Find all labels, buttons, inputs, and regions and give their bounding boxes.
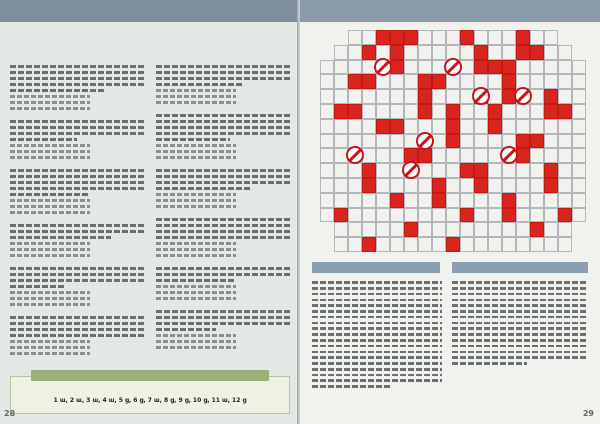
crossword-cell xyxy=(460,178,474,193)
crossword-cell xyxy=(320,30,334,45)
crossword-cell xyxy=(348,30,362,45)
crossword-cell xyxy=(334,30,348,45)
crossword-cell xyxy=(418,222,432,237)
crossword-cell xyxy=(432,163,446,178)
crossword-cell xyxy=(362,193,376,208)
crossword-cell xyxy=(516,148,530,163)
crossword-cell xyxy=(432,178,446,193)
crossword-cell xyxy=(390,60,404,75)
crossword-cell xyxy=(460,237,474,252)
crossword-cell xyxy=(362,104,376,119)
crossword-cell xyxy=(320,193,334,208)
crossword-cell xyxy=(488,222,502,237)
crossword-cell xyxy=(558,60,572,75)
crossword-cell xyxy=(348,208,362,223)
crossword-cell xyxy=(320,104,334,119)
crossword-cell xyxy=(362,45,376,60)
crossword-cell xyxy=(516,30,530,45)
crossword-cell xyxy=(558,74,572,89)
crossword-cell xyxy=(348,193,362,208)
right-header-bar xyxy=(300,0,600,22)
crossword-cell xyxy=(572,193,586,208)
crossword-cell xyxy=(390,208,404,223)
crossword-cell xyxy=(544,193,558,208)
crossword-cell xyxy=(572,148,586,163)
crossword-cell xyxy=(516,60,530,75)
crossword-cell xyxy=(544,222,558,237)
crossword-cell xyxy=(516,208,530,223)
crossword-cell xyxy=(376,74,390,89)
left-header-bar xyxy=(0,0,300,22)
page-number-left: 28 xyxy=(4,409,16,418)
crossword-cell xyxy=(572,74,586,89)
crossword-cell xyxy=(572,178,586,193)
crossword-cell xyxy=(460,148,474,163)
crossword-cell xyxy=(544,45,558,60)
crossword-cell xyxy=(376,222,390,237)
crossword-cell xyxy=(516,193,530,208)
crossword-cell xyxy=(474,45,488,60)
crossword-cell xyxy=(558,193,572,208)
crossword-cell xyxy=(474,104,488,119)
crossword-cell xyxy=(334,45,348,60)
crossword-cell xyxy=(446,74,460,89)
crossword-cell xyxy=(460,163,474,178)
crossword-cell xyxy=(446,134,460,149)
crossword-cell xyxy=(530,193,544,208)
crossword-cell xyxy=(320,89,334,104)
crossword-cell xyxy=(488,193,502,208)
crossword-cell xyxy=(544,134,558,149)
crossword-cell xyxy=(362,178,376,193)
crossword-cell xyxy=(432,148,446,163)
crossword-cell xyxy=(334,237,348,252)
crossword-cell xyxy=(320,178,334,193)
crossword-cell xyxy=(418,148,432,163)
crossword-cell xyxy=(460,119,474,134)
crossword-cell xyxy=(558,89,572,104)
crossword-cell xyxy=(418,163,432,178)
crossword-cell xyxy=(460,30,474,45)
crossword-cell xyxy=(334,119,348,134)
crossword-cell xyxy=(418,30,432,45)
crossword-cell xyxy=(446,104,460,119)
crossword-cell xyxy=(572,208,586,223)
crossword-cell xyxy=(474,163,488,178)
crossword-cell xyxy=(572,222,586,237)
crossword-cell xyxy=(418,104,432,119)
crossword-cell xyxy=(362,134,376,149)
crossword-cell xyxy=(530,178,544,193)
crossword-cell xyxy=(320,119,334,134)
crossword-cell xyxy=(544,163,558,178)
crossword-cell xyxy=(404,60,418,75)
crossword-cell xyxy=(362,148,376,163)
crossword-cell xyxy=(544,208,558,223)
crossword-cell xyxy=(348,178,362,193)
crossword-cell xyxy=(334,134,348,149)
crossword-cell xyxy=(320,60,334,75)
crossword-cell xyxy=(516,45,530,60)
crossword-cell xyxy=(474,193,488,208)
crossword-cell xyxy=(320,148,334,163)
crossword-cell xyxy=(558,104,572,119)
crossword-cell xyxy=(544,148,558,163)
crossword-cell xyxy=(474,134,488,149)
clues-right xyxy=(452,278,588,398)
crossword-cell xyxy=(530,222,544,237)
crossword-cell xyxy=(558,134,572,149)
crossword-cell xyxy=(376,134,390,149)
crossword-cell xyxy=(572,45,586,60)
crossword-cell xyxy=(558,222,572,237)
answers-box xyxy=(10,376,290,414)
crossword-cell xyxy=(572,89,586,104)
crossword-cell xyxy=(474,178,488,193)
crossword-cell xyxy=(516,237,530,252)
crossword-cell xyxy=(558,237,572,252)
crossword-cell xyxy=(530,163,544,178)
crossword-cell xyxy=(558,163,572,178)
crossword-cell xyxy=(362,74,376,89)
crossword-cell xyxy=(320,74,334,89)
crossword-cell xyxy=(488,119,502,134)
crossword-cell xyxy=(460,222,474,237)
crossword-cell xyxy=(362,222,376,237)
crossword-cell xyxy=(544,89,558,104)
crossword-cell xyxy=(530,237,544,252)
crossword-cell xyxy=(390,45,404,60)
crossword-cell xyxy=(320,45,334,60)
crossword-cell xyxy=(334,104,348,119)
crossword-cell xyxy=(446,163,460,178)
crossword-cell xyxy=(530,148,544,163)
crossword-cell xyxy=(488,89,502,104)
crossword-cell xyxy=(334,193,348,208)
crossword-cell xyxy=(404,193,418,208)
crossword-cell xyxy=(404,30,418,45)
crossword-cell xyxy=(502,74,516,89)
crossword-cell xyxy=(376,237,390,252)
questions-column-left xyxy=(10,62,144,374)
crossword-cell xyxy=(376,163,390,178)
crossword-cell xyxy=(446,119,460,134)
crossword-cell xyxy=(390,237,404,252)
crossword-cell xyxy=(418,60,432,75)
crossword-cell xyxy=(432,208,446,223)
crossword-cell xyxy=(446,193,460,208)
crossword-cell xyxy=(530,60,544,75)
crossword-cell xyxy=(488,134,502,149)
crossword-cell xyxy=(404,45,418,60)
crossword-cell xyxy=(348,104,362,119)
crossword-cell xyxy=(418,208,432,223)
crossword-cell xyxy=(348,237,362,252)
crossword-cell xyxy=(334,89,348,104)
crossword-cell xyxy=(334,163,348,178)
crossword-cell xyxy=(572,60,586,75)
crossword-cell xyxy=(572,104,586,119)
crossword-cell xyxy=(418,193,432,208)
crossword-cell xyxy=(432,89,446,104)
crossword-cell xyxy=(390,119,404,134)
crossword-cell xyxy=(320,222,334,237)
crossword-cell xyxy=(418,45,432,60)
crossword-cell xyxy=(572,30,586,45)
crossword-cell xyxy=(502,222,516,237)
crossword-cell xyxy=(320,208,334,223)
crossword-cell xyxy=(460,74,474,89)
crossword-cell xyxy=(516,222,530,237)
crossword-cell xyxy=(516,104,530,119)
crossword-cell xyxy=(390,148,404,163)
clues-left xyxy=(312,278,442,398)
crossword-cell xyxy=(460,193,474,208)
crossword-cell xyxy=(390,222,404,237)
crossword-cell xyxy=(376,104,390,119)
crossword-cell xyxy=(558,208,572,223)
crossword-cell xyxy=(432,193,446,208)
crossword-cell xyxy=(348,45,362,60)
crossword-cell xyxy=(432,222,446,237)
crossword-cell xyxy=(334,74,348,89)
crossword-cell xyxy=(460,134,474,149)
crossword-cell xyxy=(502,178,516,193)
crossword-cell xyxy=(544,178,558,193)
crossword-cell xyxy=(432,134,446,149)
crossword-cell xyxy=(404,104,418,119)
crossword-cell xyxy=(432,104,446,119)
crossword-cell xyxy=(404,208,418,223)
section-heading-left xyxy=(312,262,440,273)
crossword-cell xyxy=(404,74,418,89)
crossword-cell xyxy=(376,148,390,163)
crossword-cell xyxy=(502,163,516,178)
crossword-cell xyxy=(530,89,544,104)
no-entry-icon xyxy=(374,58,392,76)
crossword-cell xyxy=(376,89,390,104)
crossword-cell xyxy=(488,178,502,193)
crossword-cell xyxy=(362,119,376,134)
crossword-cell xyxy=(334,178,348,193)
crossword-cell xyxy=(502,60,516,75)
crossword-cell xyxy=(488,237,502,252)
crossword-cell xyxy=(488,60,502,75)
crossword-cell xyxy=(334,60,348,75)
crossword-cell xyxy=(418,178,432,193)
crossword-cell xyxy=(418,89,432,104)
crossword-cell xyxy=(460,104,474,119)
crossword-cell xyxy=(572,119,586,134)
crossword-cell xyxy=(530,74,544,89)
crossword-cell xyxy=(516,119,530,134)
crossword-cell xyxy=(376,208,390,223)
crossword-cell xyxy=(348,119,362,134)
crossword-cell xyxy=(320,237,334,252)
crossword-cell xyxy=(390,134,404,149)
crossword-cell xyxy=(474,30,488,45)
crossword-cell xyxy=(488,208,502,223)
no-entry-icon xyxy=(444,58,462,76)
crossword-cell xyxy=(502,30,516,45)
crossword-cell xyxy=(432,30,446,45)
crossword-cell xyxy=(362,30,376,45)
crossword-cell xyxy=(334,222,348,237)
crossword-cell xyxy=(558,119,572,134)
no-entry-icon xyxy=(416,132,434,150)
crossword-cell xyxy=(348,89,362,104)
crossword-cell xyxy=(530,45,544,60)
crossword-cell xyxy=(516,163,530,178)
crossword-cell xyxy=(432,237,446,252)
crossword-cell xyxy=(390,74,404,89)
crossword-cell xyxy=(446,208,460,223)
answers-heading xyxy=(31,370,269,381)
crossword-cell xyxy=(404,178,418,193)
crossword-cell xyxy=(572,237,586,252)
crossword-cell xyxy=(320,134,334,149)
crossword-cell xyxy=(502,208,516,223)
crossword-cell xyxy=(446,30,460,45)
crossword-cell xyxy=(572,134,586,149)
crossword-cell xyxy=(572,163,586,178)
crossword-cell xyxy=(544,74,558,89)
crossword-cell xyxy=(432,119,446,134)
crossword-cell xyxy=(516,178,530,193)
crossword-cell xyxy=(488,74,502,89)
crossword-cell xyxy=(502,237,516,252)
crossword-cell xyxy=(376,193,390,208)
crossword-cell xyxy=(544,30,558,45)
crossword-cell xyxy=(376,30,390,45)
crossword-cell xyxy=(390,193,404,208)
crossword-cell xyxy=(530,30,544,45)
crossword-grid xyxy=(320,30,586,252)
crossword-cell xyxy=(362,208,376,223)
crossword-cell xyxy=(558,178,572,193)
crossword-cell xyxy=(544,237,558,252)
crossword-cell xyxy=(390,89,404,104)
crossword-cell xyxy=(460,45,474,60)
crossword-cell xyxy=(474,148,488,163)
quiz-questions xyxy=(10,62,290,374)
crossword-cell xyxy=(446,89,460,104)
crossword-cell xyxy=(502,45,516,60)
crossword-cell xyxy=(390,104,404,119)
crossword-cell xyxy=(474,119,488,134)
crossword-cell xyxy=(530,134,544,149)
crossword-cell xyxy=(530,208,544,223)
crossword-cell xyxy=(348,222,362,237)
crossword-cell xyxy=(474,60,488,75)
crossword-cell xyxy=(404,119,418,134)
crossword-cell xyxy=(502,104,516,119)
crossword-cell xyxy=(418,237,432,252)
crossword-cell xyxy=(488,104,502,119)
crossword-cell xyxy=(446,222,460,237)
crossword-cell xyxy=(446,237,460,252)
crossword-cell xyxy=(390,30,404,45)
crossword-cell xyxy=(558,148,572,163)
crossword-cell xyxy=(544,104,558,119)
crossword-cell xyxy=(390,178,404,193)
crossword-cell xyxy=(502,193,516,208)
section-heading-right xyxy=(452,262,588,273)
crossword-cell xyxy=(558,45,572,60)
crossword-cell xyxy=(446,178,460,193)
answers-sequence: 1 ա, 2 ա, 3 ա, 4 ա, 5 ց, 6 ց, 7 ա, 8 ց, 9 ց, 10 ց, 11 ա, 12 ց xyxy=(53,397,247,404)
crossword-cell xyxy=(488,163,502,178)
right-page xyxy=(300,0,600,424)
crossword-cell xyxy=(530,104,544,119)
crossword-cell xyxy=(348,163,362,178)
crossword-cell xyxy=(488,45,502,60)
crossword-cell xyxy=(530,119,544,134)
crossword-cell xyxy=(474,208,488,223)
crossword-cell xyxy=(460,60,474,75)
crossword-cell xyxy=(432,45,446,60)
crossword-cell xyxy=(348,60,362,75)
crossword-cell xyxy=(488,30,502,45)
crossword-cell xyxy=(404,89,418,104)
crossword-cell xyxy=(432,74,446,89)
crossword-cell xyxy=(404,222,418,237)
crossword-cell xyxy=(418,74,432,89)
crossword-cell xyxy=(502,119,516,134)
crossword-cell xyxy=(544,60,558,75)
crossword-cell xyxy=(544,119,558,134)
page-number-right: 29 xyxy=(582,409,594,418)
questions-column-right xyxy=(156,62,290,374)
crossword-cell xyxy=(362,237,376,252)
crossword-cell xyxy=(474,222,488,237)
crossword-cell xyxy=(362,163,376,178)
crossword-cell xyxy=(376,178,390,193)
crossword-cell xyxy=(460,208,474,223)
crossword-cell xyxy=(516,134,530,149)
crossword-cell xyxy=(474,237,488,252)
crossword-cell xyxy=(446,148,460,163)
crossword-cell xyxy=(362,89,376,104)
crossword-cell xyxy=(558,30,572,45)
crossword-cell xyxy=(320,163,334,178)
crossword-cell xyxy=(334,208,348,223)
crossword-cell xyxy=(404,237,418,252)
crossword-cell xyxy=(376,119,390,134)
crossword-cell xyxy=(348,74,362,89)
